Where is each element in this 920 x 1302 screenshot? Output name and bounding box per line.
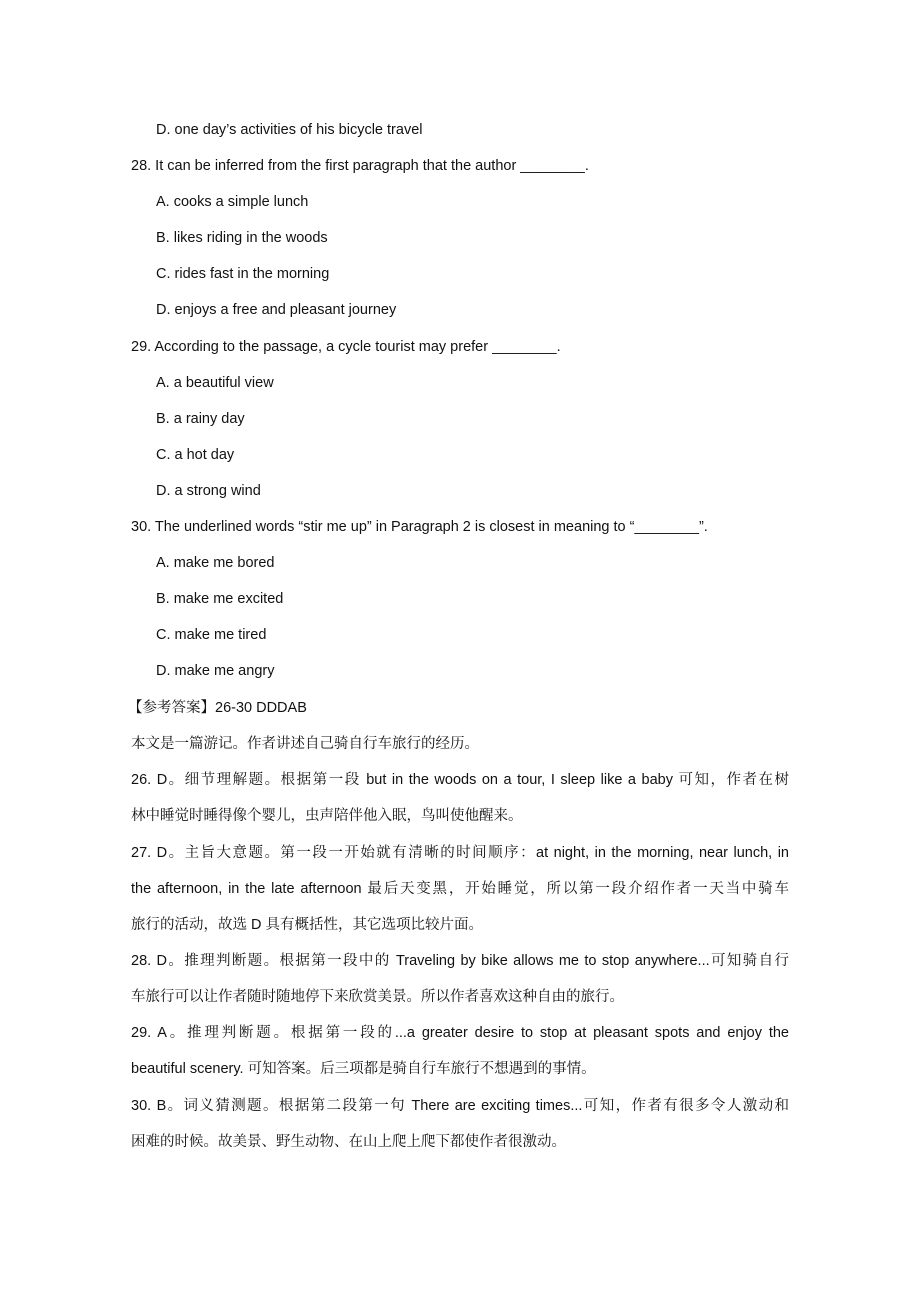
- explanation-28-line-2: 车旅行可以让作者随时随地停下来欣赏美景。所以作者喜欢这种自由的旅行。: [131, 989, 624, 1005]
- option-30-c: C. make me tired: [156, 627, 267, 643]
- answer-key: 【参考答案】26-30 DDDAB: [128, 700, 307, 716]
- option-30-a: A. make me bored: [156, 555, 275, 571]
- option-28-a: A. cooks a simple lunch: [156, 194, 309, 210]
- explanation-27-line-2: the afternoon, in the late afternoon 最后天变黑，开始睡觉，所以第一段介绍作者一天当中骑车: [131, 881, 789, 897]
- question-30-stem: 30. The underlined words “stir me up” in Paragraph 2 is closest in meaning to “________”.: [131, 519, 708, 535]
- option-28-c: C. rides fast in the morning: [156, 266, 330, 282]
- explanation-29-line-2: beautiful scenery. 可知答案。后三项都是骑自行车旅行不想遇到的事情。: [131, 1061, 596, 1077]
- option-28-b: B. likes riding in the woods: [156, 230, 328, 246]
- explanation-26-line-1: 26. D。细节理解题。根据第一段 but in the woods on a tour, I sleep like a baby 可知，作者在树: [131, 772, 789, 788]
- option-30-d: D. make me angry: [156, 663, 275, 679]
- question-28-stem: 28. It can be inferred from the first paragraph that the author ________.: [131, 158, 589, 174]
- option-29-b: B. a rainy day: [156, 411, 245, 427]
- explanation-30-line-2: 困难的时候。故美景、野生动物、在山上爬上爬下都使作者很激动。: [131, 1134, 566, 1150]
- option-28-d: D. enjoys a free and pleasant journey: [156, 302, 397, 318]
- explanation-27-line-1: 27. D。主旨大意题。第一段一开始就有清晰的时间顺序：at night, in the morning, near lunch, in: [131, 845, 789, 861]
- explanation-30-line-1: 30. B。词义猜测题。根据第二段第一句 There are exciting times...可知，作者有很多令人激动和: [131, 1098, 789, 1114]
- option-30-b: B. make me excited: [156, 591, 284, 607]
- option-29-d: D. a strong wind: [156, 483, 261, 499]
- explanation-27-line-3: 旅行的活动，故选 D 具有概括性，其它选项比较片面。: [131, 917, 484, 933]
- explanation-28-line-1: 28. D。推理判断题。根据第一段中的 Traveling by bike allows me to stop anywhere...可知骑自行: [131, 953, 789, 969]
- question-29-stem: 29. According to the passage, a cycle tourist may prefer ________.: [131, 339, 561, 355]
- option-27-d: D. one day’s activities of his bicycle travel: [156, 122, 423, 138]
- explanation-26-line-2: 林中睡觉时睡得像个婴儿，虫声陪伴他入眠，鸟叫使他醒来。: [131, 808, 523, 824]
- explanation-29-line-1: 29. A。推理判断题。根据第一段的...a greater desire to stop at pleasant spots and enjoy the: [131, 1025, 789, 1041]
- passage-summary: 本文是一篇游记。作者讲述自己骑自行车旅行的经历。: [131, 736, 479, 752]
- option-29-c: C. a hot day: [156, 447, 235, 463]
- option-29-a: A. a beautiful view: [156, 375, 274, 391]
